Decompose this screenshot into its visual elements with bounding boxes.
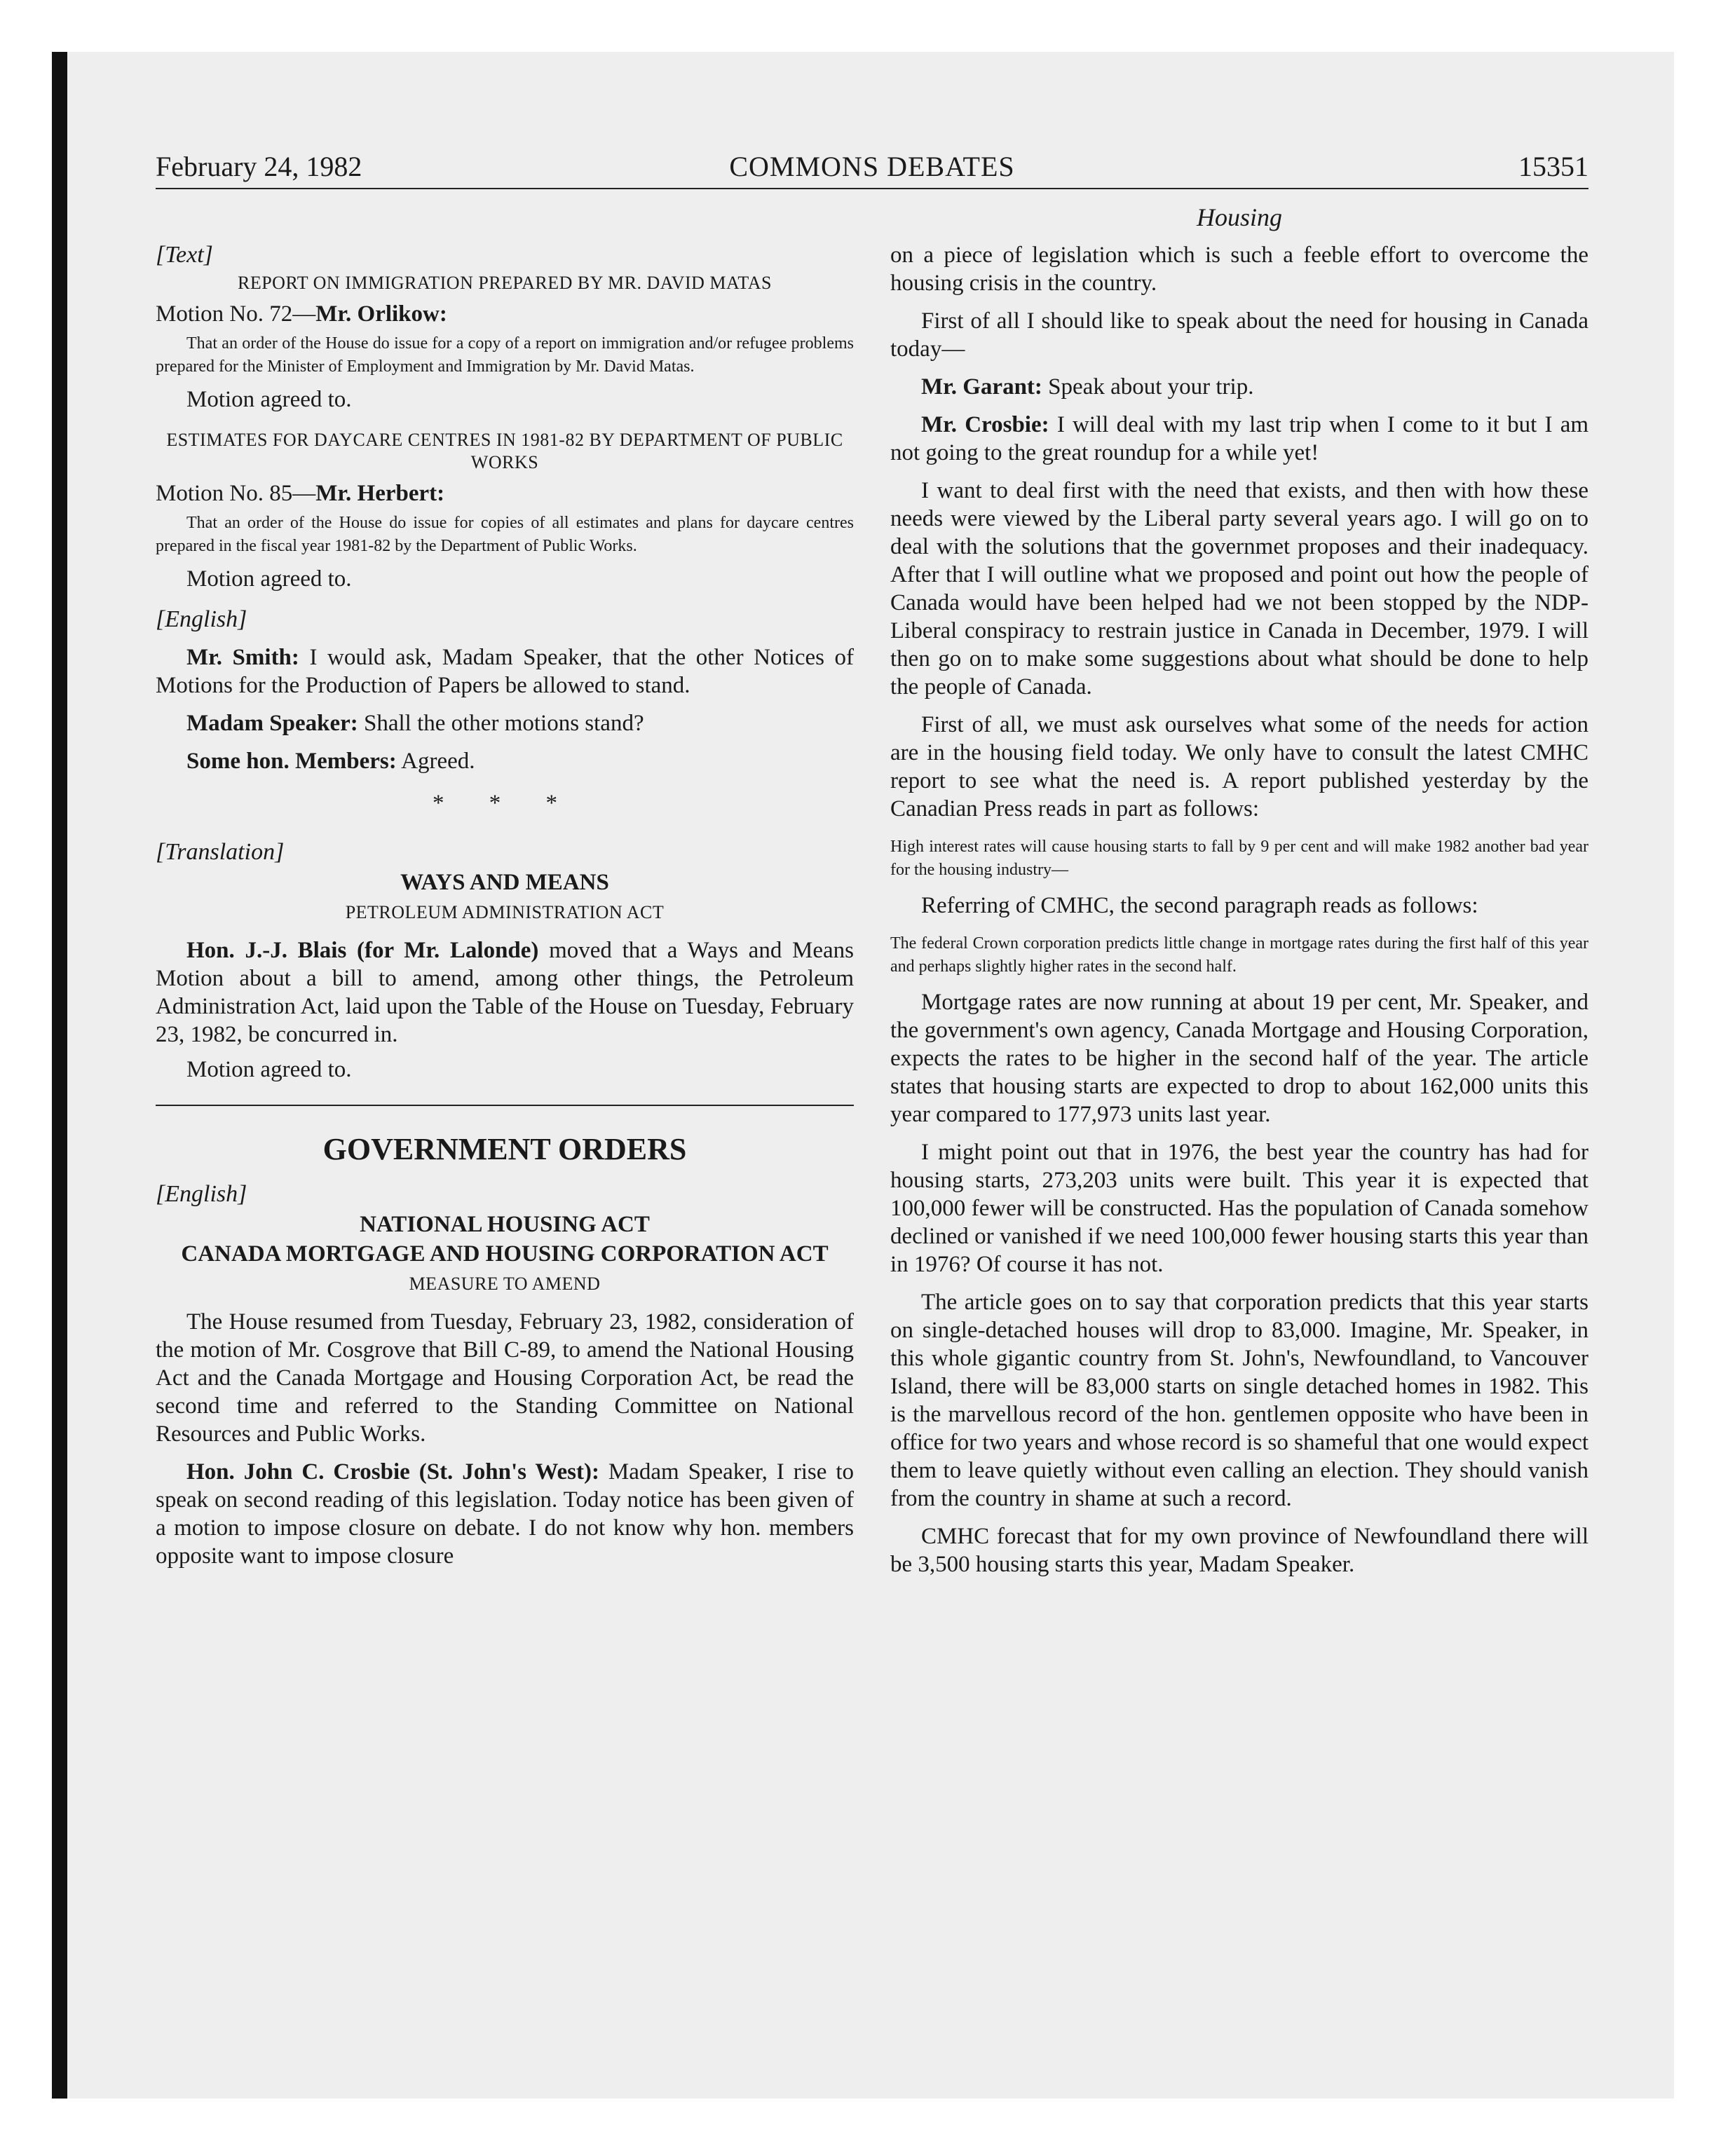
motion-agreed-3: Motion agreed to. [186, 1057, 352, 1082]
garant-text: Speak about your trip. [1042, 374, 1254, 400]
header-page-number: 15351 [1518, 151, 1588, 182]
smith-paragraph [156, 643, 854, 700]
blais-paragraph [156, 936, 854, 1049]
header-title: COMMONS DEBATES [729, 151, 1015, 182]
right-paragraph-4: First of all, we must ask ourselves what some of the needs for action are in the housing field today. We only have to consult the latest CMHC report to see what the need is. A report published yesterday by the Canadian Press reads in part as follows: [890, 712, 1588, 821]
header-date: February 24, 1982 [156, 151, 362, 182]
house-resumed-paragraph: The House resumed from Tuesday, February 23, 1982, consideration of the motion of Mr. Cosgrove that Bill C-89, to amend the National Housing Act and the Canada Mortgage and Housing Corporation Act, be read the second time and referred to the Standing Committee on National Resources and Public Works. [156, 1309, 854, 1447]
page-header [156, 149, 1588, 189]
crosbie-reply-text: I will deal with my last trip when I come to it but I am not going to the great roundup for a while yet! [890, 412, 1589, 465]
right-paragraph-3: I want to deal first with the need that exists, and then with how these needs were viewed by the Liberal party several years ago. I will go on to deal with the solutions that the governmet proposes and their inadequacy. After that I will outline what we proposed and point out how the people of Canada would have been helped had we not been stopped by the NDP-Liberal conspiracy to restrain justice in Canada in December, 1979. I will then go on to make some suggestions about what should be done to help the people of Canada. [890, 478, 1588, 700]
right-paragraph-1: on a piece of legislation which is such a feeble effort to overcome the housing crisis in the country. [890, 243, 1588, 296]
motion-agreed-2: Motion agreed to. [186, 566, 352, 592]
english-label-2: [English] [156, 1181, 247, 1207]
quote-1: High interest rates will cause housing starts to fall by 9 per cent and will make 1982 another bad year for the housing industry— [890, 838, 1588, 879]
cmhc-act-heading: CANADA MORTGAGE AND HOUSING CORPORATION ACT [181, 1241, 829, 1267]
running-head: Housing [1196, 203, 1282, 231]
section-divider [156, 1105, 854, 1106]
right-column [890, 241, 1588, 1578]
report-immigration-heading: REPORT ON IMMIGRATION PREPARED BY MR. DAVID MATAS [238, 273, 772, 293]
blais-speaker: Hon. J.-J. Blais (for Mr. Lalonde) [186, 938, 539, 963]
right-paragraph-9: CMHC forecast that for my own province of Newfoundland there will be 3,500 housing starts this year, Madam Speaker. [890, 1524, 1588, 1577]
motion-85-label: Motion No. 85— [156, 481, 316, 506]
smith-speaker: Mr. Smith: [186, 645, 299, 670]
crosbie-speaker: Mr. Crosbie: [921, 412, 1049, 437]
motion-85-text: That an order of the House do issue for copies of all estimates and plans for daycare centres prepared in the fiscal year 1981-82 by the Department of Public Works. [156, 514, 854, 555]
smith-text: I would ask, Madam Speaker, that the other Notices of Motions for the Production of Papers be allowed to stand. [156, 645, 854, 698]
madam-speaker-text: Shall the other motions stand? [358, 711, 644, 736]
quote-2: The federal Crown corporation predicts little change in mortgage rates during the first half of this year and perhaps slightly higher rates in the second half. [890, 934, 1588, 976]
crosbie-opening-paragraph [156, 1458, 854, 1570]
right-paragraph-5: Referring of CMHC, the second paragraph reads as follows: [921, 893, 1478, 918]
garant-speaker: Mr. Garant: [921, 374, 1042, 400]
motion-85-heading [156, 479, 854, 507]
right-paragraph-2: First of all I should like to speak about the need for housing in Canada today— [890, 308, 1588, 362]
petroleum-act-heading: PETROLEUM ADMINISTRATION ACT [345, 902, 665, 922]
motion-agreed-1: Motion agreed to. [186, 387, 352, 412]
government-orders-heading: GOVERNMENT ORDERS [322, 1132, 687, 1166]
section-stars: * * * [433, 791, 577, 816]
right-paragraph-8: The article goes on to say that corporation predicts that this year starts on single-detached houses will drop to 83,000. Imagine, Mr. Speaker, in this whole gigantic country from St. John's, Newfoundland, to Vancouver Island, there will be 83,000 starts on single detached homes in 1982. This is the marvellous record of the hon. gentlemen opposite who have been in office for two years and whose record is so shameful that one would expect them to leave quietly without even calling an election. They should vanish from the country in shame at such a record. [890, 1290, 1588, 1511]
motion-72-speaker: Mr. Orlikow: [315, 301, 447, 327]
motion-72-heading [156, 300, 854, 328]
translation-label: [Translation] [156, 839, 285, 865]
left-column [156, 241, 854, 1570]
motion-85-speaker: Mr. Herbert: [315, 481, 445, 506]
measure-to-amend-heading: MEASURE TO AMEND [409, 1274, 601, 1294]
speaker-paragraph [156, 709, 854, 737]
right-paragraph-6: Mortgage rates are now running at about 19 per cent, Mr. Speaker, and the government's own agency, Canada Mortgage and Housing Corporation, expects the rates to be higher in the second half of the year. The article states that housing starts are expected to drop to about 162,000 units this year compared to 177,973 units last year. [890, 990, 1588, 1127]
members-label: Some hon. Members: [186, 749, 397, 774]
ways-and-means-heading: WAYS AND MEANS [400, 870, 609, 895]
madam-speaker-label: Madam Speaker: [186, 711, 358, 736]
national-housing-act-heading: NATIONAL HOUSING ACT [360, 1212, 650, 1237]
right-paragraph-7: I might point out that in 1976, the best year the country has had for housing starts, 273,203 units were built. This year it is expected that 100,000 fewer will be constructed. Has the population of Canada somehow declined or vanished if we need 100,000 fewer housing starts this year than in 1976? Of course it has not. [890, 1140, 1588, 1277]
motion-72-label: Motion No. 72— [156, 301, 316, 327]
text-label: [Text] [156, 242, 213, 268]
crosbie-opening-text: Madam Speaker, I rise to speak on second reading of this legislation. Today notice has been given of a motion to impose closure on debate. I do not know why hon. members opposite want to impose closure [156, 1459, 854, 1569]
garant-paragraph [890, 373, 1588, 401]
motion-72-text: That an order of the House do issue for a copy of a report on immigration and/or refugee problems prepared for the Minister of Employment and Immigration by Mr. David Matas. [156, 334, 854, 376]
blais-text: moved that a Ways and Means Motion about a bill to amend, among other things, the Petroleum Administration Act, laid upon the Table of the House on Tuesday, February 23, 1982, be concurred in. [156, 938, 854, 1047]
crosbie-speaker-full: Hon. John C. Crosbie (St. John's West): [186, 1459, 599, 1485]
report-daycare-heading: ESTIMATES FOR DAYCARE CENTRES IN 1981-82 BY DEPARTMENT OF PUBLIC WORKS [166, 430, 843, 472]
members-text: Agreed. [396, 749, 475, 774]
english-label-1: [English] [156, 606, 247, 632]
crosbie-reply-paragraph [890, 411, 1588, 467]
binding-edge [52, 52, 67, 2099]
members-paragraph [156, 747, 854, 775]
